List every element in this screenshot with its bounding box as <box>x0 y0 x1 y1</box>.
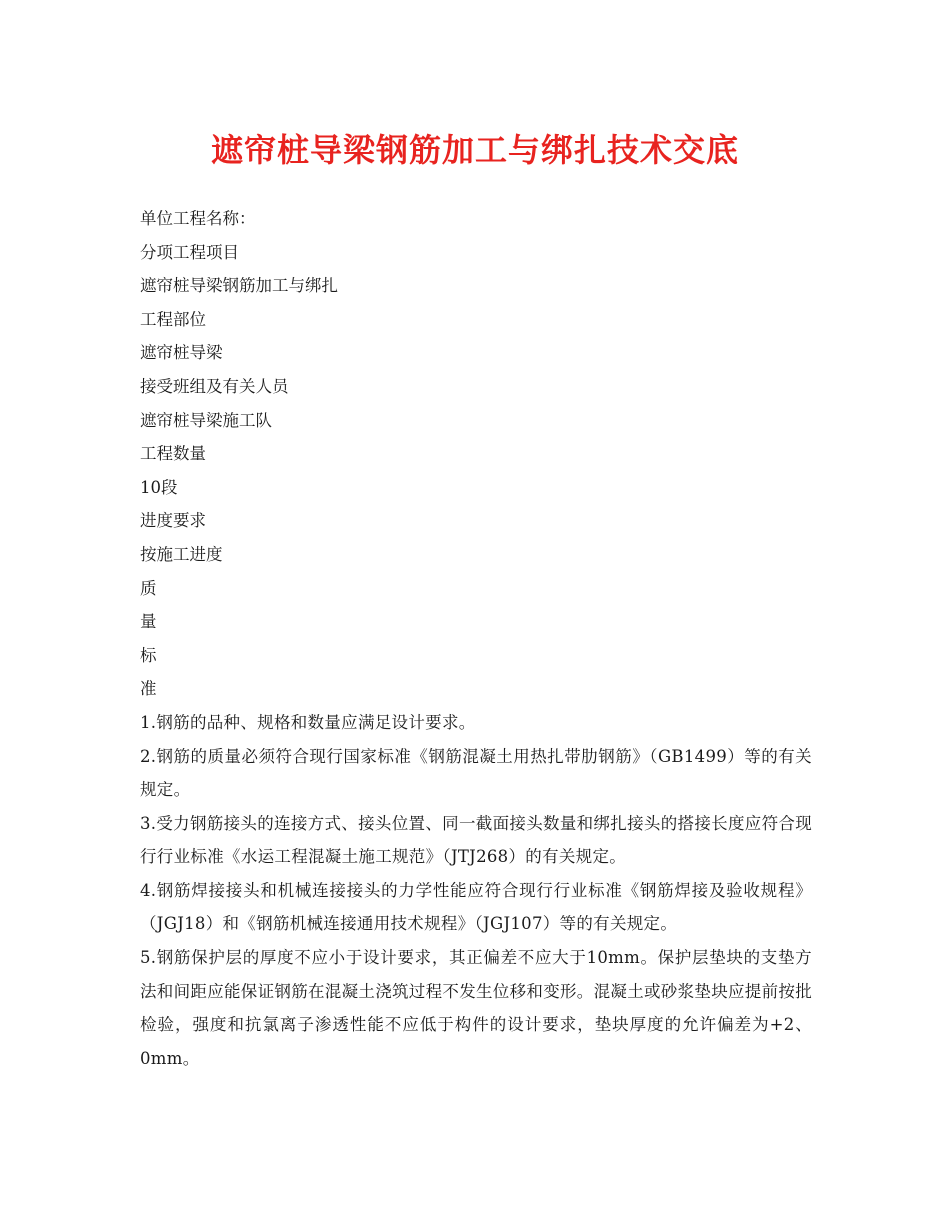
field-subitem-project-label: 分项工程项目 <box>140 242 239 262</box>
field-schedule-value: 按施工进度 <box>140 544 223 564</box>
field-unit-project-name: 单位工程名称： <box>140 209 256 228</box>
field-quantity-label: 工程数量 <box>140 444 206 464</box>
field-schedule-label: 进度要求 <box>140 511 206 531</box>
document-title: 遮帘桩导梁钢筋加工与绑扎技术交底 <box>210 131 739 169</box>
quality-item-4: 4.钢筋焊接接头和机械连接接头的力学性能应符合现行行业标准《钢筋焊接及验收规程》（JGJ18）和《钢筋机械连接通用技术规程》（JGJ107）等的有关规定。 <box>140 880 812 934</box>
field-receiving-team-label: 接受班组及有关人员 <box>140 376 289 396</box>
quality-standard-label-char-3: 标 <box>140 645 157 665</box>
field-quantity-value: 10段 <box>140 477 178 497</box>
field-subitem-project-value: 遮帘桩导梁钢筋加工与绑扎 <box>140 276 338 296</box>
quality-item-3: 3.受力钢筋接头的连接方式、接头位置、同一截面接头数量和绑扎接头的搭接长度应符合现行行业标准《水运工程混凝土施工规范》（JTJ268）的有关规定。 <box>140 813 812 867</box>
field-receiving-team-value: 遮帘桩导梁施工队 <box>140 410 272 430</box>
field-project-location-value: 遮帘桩导梁 <box>140 343 223 363</box>
quality-item-1: 1.钢筋的品种、规格和数量应满足设计要求。 <box>140 712 476 732</box>
quality-standard-label-char-1: 质 <box>140 578 157 598</box>
quality-standard-label-char-2: 量 <box>140 612 157 632</box>
quality-item-5: 5.钢筋保护层的厚度不应小于设计要求，其正偏差不应大于10mm。保护层垫块的支垫方法和间距应能保证钢筋在混凝土浇筑过程不发生位移和变形。混凝土或砂浆垫块应提前按批检验，强度和抗氯离子渗透性能不应低于构件的设计要求，垫块厚度的允许偏差为+2、0mm。 <box>140 948 812 1068</box>
field-project-location-label: 工程部位 <box>140 309 206 329</box>
document-body <box>140 202 812 1075</box>
quality-standard-label-char-4: 准 <box>140 679 157 699</box>
quality-item-2: 2.钢筋的质量必须符合现行国家标准《钢筋混凝土用热扎带肋钢筋》（GB1499）等的有关规定。 <box>140 746 812 800</box>
